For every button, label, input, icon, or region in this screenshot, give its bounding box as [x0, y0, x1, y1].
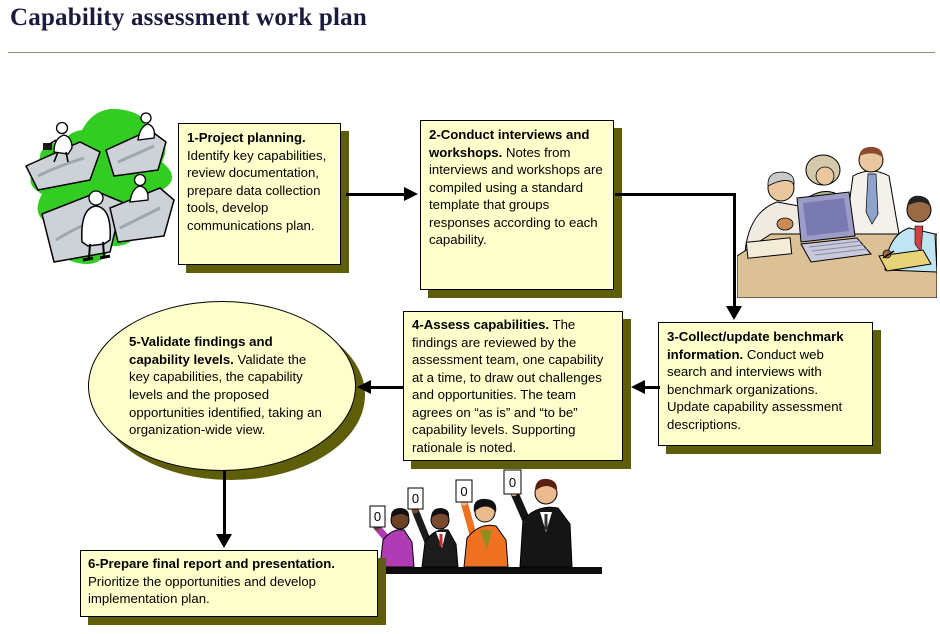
score-card	[408, 488, 423, 509]
step-6-final-report-box	[80, 550, 378, 617]
panelist-dark-suit	[412, 507, 459, 568]
step-4-assess-capabilities-box	[403, 311, 623, 461]
connector-4-to-5-line	[370, 386, 404, 389]
step-3-text	[667, 328, 864, 433]
step-4-text	[412, 316, 614, 456]
step-3-heading: 3-Collect/update benchmark information.	[667, 329, 844, 362]
score-card	[456, 480, 472, 502]
step-2-body: Notes from interviews and workshops are compiled using a standard template that groups responses according to each capability.	[429, 144, 603, 248]
panelist-orange	[461, 499, 509, 568]
step-5-heading: 5-Validate findings and capability levels.	[129, 334, 273, 367]
connector-3-to-4-line	[644, 386, 660, 389]
step-2-text	[429, 126, 605, 249]
step-4-heading: 4-Assess capabilities.	[412, 317, 550, 332]
page-title: Capability assessment work plan	[10, 4, 367, 31]
score-card-value: 0	[411, 491, 420, 506]
step-1-heading: 1-Project planning.	[187, 130, 306, 145]
connector-5-to-6-arrowhead-icon	[216, 534, 232, 548]
connector-3-to-4-arrowhead-icon	[631, 380, 645, 394]
step-3-body: Conduct web search and interviews with benchmark organizations. Update capability assessment descriptions.	[667, 346, 843, 432]
step-2-heading: 2-Conduct interviews and workshops.	[429, 127, 590, 160]
step-6-text	[88, 555, 370, 608]
score-card-value: 0	[460, 484, 468, 499]
step-1-body: Identify key capabilities, review documentation, prepare data collection tools, develop communications plan.	[187, 147, 327, 233]
panel-holding-score-cards-clipart	[362, 468, 610, 586]
ledge	[366, 567, 602, 574]
step-6-body: Prioritize the opportunities and develop implementation plan.	[88, 573, 316, 607]
connector-2-to-3-horizontal-line	[615, 193, 736, 196]
step-5-body: Validate the key capabilities, the capability levels and the proposed opportunities identified, taking an organization-wide view.	[129, 351, 322, 438]
step-6-heading: 6-Prepare final report and presentation.	[88, 556, 335, 571]
title-divider	[8, 52, 935, 53]
connector-5-to-6-line	[223, 470, 226, 536]
connector-2-to-3-vertical-line	[733, 193, 736, 308]
score-card	[370, 506, 385, 527]
connector-1-to-2-line	[346, 193, 406, 196]
score-card-value: 0	[508, 475, 517, 490]
step-2-conduct-interviews-box	[420, 120, 614, 290]
step-5-validate-findings-ellipse	[88, 301, 356, 471]
team-working-at-laptop-clipart	[737, 140, 937, 298]
step-1-text	[187, 129, 332, 234]
step-4-body: The findings are reviewed by the assessment team, one capability at a time, to draw out challenges and opportunities. The team agrees on “as is” and “to be” capability levels. Supporting rationale is noted.	[412, 317, 604, 455]
connector-1-to-2-arrowhead-icon	[404, 187, 418, 201]
connector-2-to-3-arrowhead-icon	[726, 306, 742, 320]
connector-4-to-5-arrowhead-icon	[357, 380, 371, 394]
step-1-project-planning-box	[178, 123, 341, 265]
step-5-text	[129, 333, 327, 438]
step-3-collect-benchmark-box	[658, 322, 873, 446]
score-card-value: 0	[373, 509, 382, 524]
score-card	[504, 470, 521, 494]
people-climbing-steps-clipart	[12, 100, 180, 278]
